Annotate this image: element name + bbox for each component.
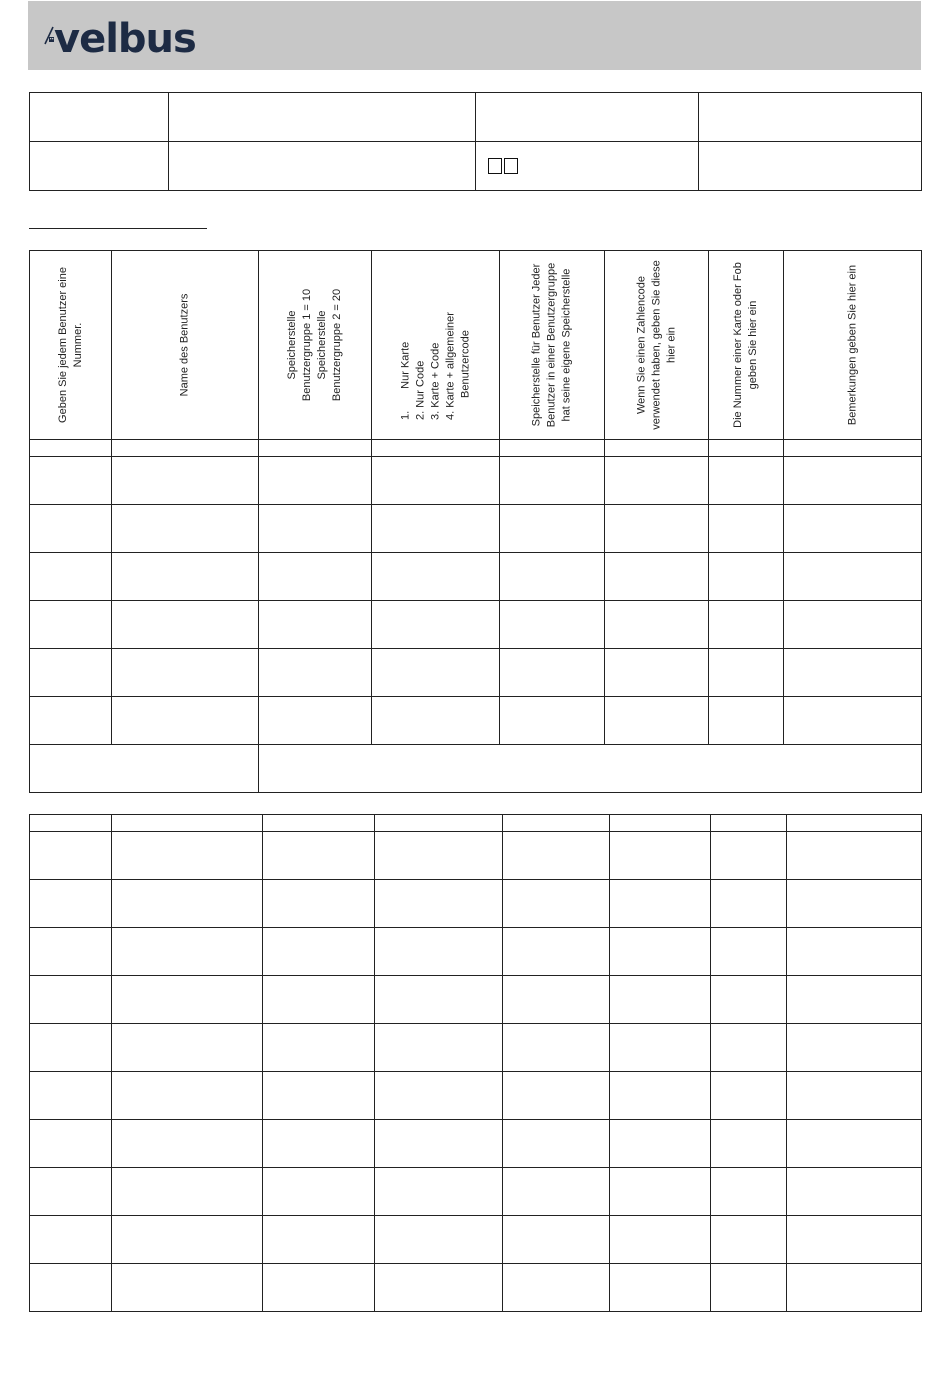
table-cell[interactable] [709,457,784,505]
table-cell[interactable] [711,1120,787,1168]
table-cell[interactable] [375,1024,503,1072]
table-row [30,1024,922,1072]
table-cell[interactable] [605,457,709,505]
table-cell[interactable] [30,1216,112,1264]
column-header [709,251,784,440]
table-cell[interactable] [30,505,112,553]
table-row [30,1168,922,1216]
table-cell[interactable] [30,1168,112,1216]
table-cell[interactable] [784,457,922,505]
table-cell[interactable] [610,976,711,1024]
table-cell[interactable] [30,1120,112,1168]
table-cell[interactable] [500,505,605,553]
column-header [784,251,922,440]
table-cell[interactable] [500,649,605,697]
footer-cell[interactable] [259,745,922,793]
user-table [29,250,922,793]
table-cell[interactable] [605,601,709,649]
table-cell[interactable] [30,1024,112,1072]
table-cell[interactable] [787,1024,922,1072]
table-row [30,880,922,928]
table-cell[interactable] [375,1168,503,1216]
table-cell[interactable] [30,649,112,697]
table-cell[interactable] [375,1264,503,1312]
table-cell[interactable] [787,928,922,976]
info-cell[interactable] [30,93,169,142]
table-cell[interactable] [503,1264,610,1312]
table-cell[interactable] [112,505,259,553]
table-cell[interactable] [503,1072,610,1120]
table-cell[interactable] [259,505,372,553]
table-cell[interactable] [375,1072,503,1120]
table-cell[interactable] [263,880,375,928]
table-cell[interactable] [372,601,500,649]
table-cell[interactable] [30,601,112,649]
table-cell[interactable] [263,1264,375,1312]
table-cell[interactable] [503,1120,610,1168]
info-cell[interactable] [476,93,699,142]
table-cell[interactable] [787,976,922,1024]
table-row [30,697,922,745]
table-cell[interactable] [500,697,605,745]
table-cell[interactable] [30,832,112,880]
table-cell[interactable] [263,1120,375,1168]
table-cell[interactable] [605,697,709,745]
table-cell[interactable] [610,1120,711,1168]
column-header [372,251,500,440]
table-cell[interactable] [30,553,112,601]
table-cell[interactable] [30,928,112,976]
table-cell[interactable] [787,1072,922,1120]
table-cell[interactable] [112,553,259,601]
table-cell[interactable] [259,649,372,697]
column-header-text: Name des Benutzers [178,293,191,397]
table-cell[interactable] [112,928,263,976]
table-cell[interactable] [112,1168,263,1216]
table-cell[interactable] [711,880,787,928]
table-cell[interactable] [372,553,500,601]
table-cell[interactable] [112,601,259,649]
table-cell[interactable] [372,649,500,697]
underline-field[interactable] [29,228,207,229]
table-cell[interactable] [259,553,372,601]
table-cell[interactable] [263,832,375,880]
table-row [30,649,922,697]
column-header-text: 1. Nur Karte 2. Nur Code 3. Karte + Code 4. Karte + allgemeiner Benutzercode [399,312,471,420]
column-header [259,251,372,440]
column-header-text: Bemerkungen geben Sie hier ein [846,264,858,426]
table-row [30,505,922,553]
table-cell[interactable] [30,880,112,928]
info-cell[interactable] [169,142,476,191]
table-row [30,457,922,505]
table-cell[interactable] [112,697,259,745]
column-header-text: Speicherstelle für Benutzer Jeder Benutzer in einer Benutzergruppe hat seine eigene Speicherstelle [530,262,573,428]
table-cell[interactable] [263,976,375,1024]
table-cell[interactable] [259,457,372,505]
table-row [30,1072,922,1120]
table-cell[interactable] [787,1264,922,1312]
table-cell[interactable] [500,553,605,601]
table-cell[interactable] [112,976,263,1024]
table-cell[interactable] [610,1072,711,1120]
table-cell[interactable] [709,505,784,553]
table-cell[interactable] [503,880,610,928]
table-cell[interactable] [112,1072,263,1120]
logo-text: velbus [54,16,196,62]
table-cell[interactable] [263,1024,375,1072]
table-cell[interactable] [112,457,259,505]
table-cell[interactable] [711,1072,787,1120]
table-cell[interactable] [787,1216,922,1264]
table-row [30,832,922,880]
table-cell[interactable] [503,976,610,1024]
table-cell[interactable] [709,601,784,649]
table-cell[interactable] [503,928,610,976]
table-cell[interactable] [605,649,709,697]
user-table-continued [29,814,922,1312]
table-cell[interactable] [375,1216,503,1264]
table-cell[interactable] [112,1264,263,1312]
table-cell[interactable] [787,1168,922,1216]
table-cell[interactable] [112,832,263,880]
table-cell[interactable] [112,1216,263,1264]
table-cell[interactable] [30,697,112,745]
table-cell[interactable] [787,880,922,928]
checkbox-cell [476,142,699,191]
table-cell[interactable] [30,457,112,505]
table-cell[interactable] [784,505,922,553]
header-bar [28,1,921,70]
table-cell[interactable] [263,928,375,976]
table-cell[interactable] [259,601,372,649]
column-header [30,251,112,440]
table-cell[interactable] [112,649,259,697]
column-header-text: Wenn Sie einen Zahlencode verwendet haben, geben Sie diese hier ein [635,260,677,430]
table-row [30,601,922,649]
user-rows [30,832,922,1312]
table-cell[interactable] [610,1216,711,1264]
table-cell[interactable] [263,1072,375,1120]
table-cell[interactable] [372,697,500,745]
table-cell[interactable] [503,832,610,880]
table-cell[interactable] [605,553,709,601]
table-row [30,976,922,1024]
table-cell[interactable] [711,832,787,880]
column-header [112,251,259,440]
table-cell[interactable] [500,457,605,505]
footer-cell[interactable] [30,745,259,793]
table-cell[interactable] [610,1024,711,1072]
column-header [605,251,709,440]
footer-row [30,745,922,793]
header-row [30,251,922,440]
table-cell[interactable] [112,880,263,928]
table-cell[interactable] [784,649,922,697]
table-cell[interactable] [711,1024,787,1072]
table-cell[interactable] [610,1168,711,1216]
checkbox-icon[interactable] [488,158,502,174]
table-cell[interactable] [784,553,922,601]
table-cell[interactable] [610,928,711,976]
table-cell[interactable] [787,832,922,880]
table-cell[interactable] [711,976,787,1024]
table-cell[interactable] [375,880,503,928]
table-cell[interactable] [711,928,787,976]
user-rows [30,457,922,745]
table-row [30,1264,922,1312]
table-cell[interactable] [30,1264,112,1312]
table-cell[interactable] [610,832,711,880]
table-cell[interactable] [711,1168,787,1216]
table-cell[interactable] [263,1168,375,1216]
table-cell[interactable] [709,553,784,601]
table-row [30,553,922,601]
table-cell[interactable] [610,1264,711,1312]
table-row [30,1216,922,1264]
table-cell[interactable] [784,697,922,745]
column-header [500,251,605,440]
velbus-logo [44,16,196,62]
info-cell[interactable] [169,93,476,142]
table-cell[interactable] [503,1168,610,1216]
table-cell[interactable] [503,1216,610,1264]
table-cell[interactable] [784,601,922,649]
table-row [30,1120,922,1168]
spacer-row [30,440,922,457]
table-cell[interactable] [709,649,784,697]
table-cell[interactable] [610,880,711,928]
table-cell[interactable] [263,1216,375,1264]
info-table [29,92,922,191]
table-cell[interactable] [503,1024,610,1072]
table-cell[interactable] [711,1216,787,1264]
table-cell[interactable] [711,1264,787,1312]
table-row [30,928,922,976]
house-icon [44,25,58,45]
info-cell[interactable] [699,93,922,142]
table-cell[interactable] [30,976,112,1024]
table-cell[interactable] [259,697,372,745]
table-cell[interactable] [709,697,784,745]
table-cell[interactable] [372,457,500,505]
table-cell[interactable] [375,1120,503,1168]
table-cell[interactable] [375,928,503,976]
table-cell[interactable] [375,832,503,880]
table-cell[interactable] [112,1120,263,1168]
table-cell[interactable] [30,1072,112,1120]
checkbox-icon[interactable] [504,158,518,174]
column-header-text: Speicherstelle Benutzergruppe 1 = 10 Speicherstelle Benutzergruppe 2 = 20 [286,288,343,402]
info-cell[interactable] [699,142,922,191]
info-cell[interactable] [30,142,169,191]
table-cell[interactable] [372,505,500,553]
spacer-row [30,815,922,832]
table-cell[interactable] [787,1120,922,1168]
column-header-text: Geben Sie jedem Benutzer eine Nummer. [56,267,84,423]
column-header-text: Die Nummer einer Karte oder Fob geben Sie hier ein [732,262,759,428]
table-cell[interactable] [500,601,605,649]
table-cell[interactable] [375,976,503,1024]
table-cell[interactable] [605,505,709,553]
table-cell[interactable] [112,1024,263,1072]
